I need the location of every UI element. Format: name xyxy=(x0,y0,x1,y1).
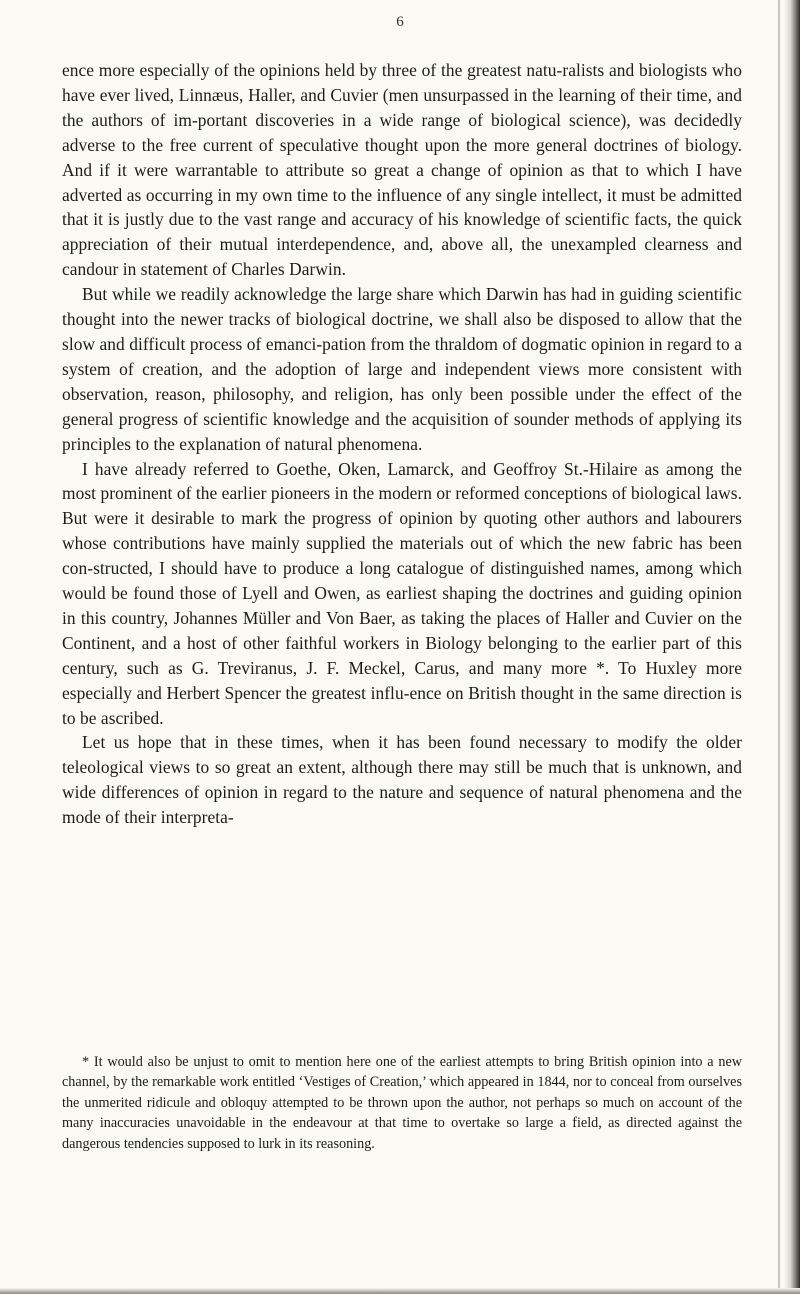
paragraph-4: Let us hope that in these times, when it has been found necessary to modify the older teleological views to so great an extent, although there may still be much that is unknown, and wide differences of opinion in regard to the nature and sequence of natural phenomena and the mode of their interpreta- xyxy=(62,732,742,828)
page-bottom-edge xyxy=(0,1288,800,1294)
body-text xyxy=(62,58,742,830)
page-edge-line xyxy=(778,0,780,1294)
paragraph-2: But while we readily acknowledge the large share which Darwin has had in guiding scientific thought into the newer tracks of biological doctrine, we shall also be disposed to allow that the slow and difficult process of emanci-pation from the thraldom of dogmatic opinion in regard to a system of creation, and the adoption of large and independent views more consistent with observation, reason, philosophy, and religion, has only been possible under the effect of the general progress of scientific knowledge and the acquisition of sounder methods of applying its principles to the explanation of natural phenomena. xyxy=(62,284,742,454)
page-number: 6 xyxy=(396,14,404,30)
footnote: * It would also be unjust to omit to mention here one of the earliest attempts to bring British opinion into a new channel, by the remarkable work entitled ‘Vestiges of Creation,’ which appeared in 1844, nor to conceal from ourselves the unmerited ridicule and obloquy attempted to be thrown upon the author, not perhaps so much on account of the many inaccuracies unavoidable in the endeavour at that time to overtake so large a field, as directed against the dangerous tendencies supposed to lurk in its reasoning. xyxy=(62,1054,742,1152)
paragraph-3: I have already referred to Goethe, Oken, Lamarck, and Geoffroy St.-Hilaire as among the most prominent of the earlier pioneers in the modern or reformed conceptions of biological laws. But were it desirable to mark the progress of opinion by quoting other authors and labourers whose contributions have mainly supplied the materials out of which the new fabric has been con-structed, I should have to produce a long catalogue of distinguished names, among which would be found those of Lyell and Owen, as earliest shaping the doctrines and guiding opinion in this country, Johannes Müller and Von Baer, as taking the places of Haller and Cuvier on the Continent, and a host of other faithful workers in Biology belonging to the earlier part of this century, such as G. Treviranus, J. F. Meckel, Carus, and many more *. To Huxley more especially and Herbert Spencer the greatest influ-ence on British thought in the same direction is to be ascribed. xyxy=(62,458,742,728)
paragraph-1: ence more especially of the opinions held by three of the greatest natu-ralists and biologists who have ever lived, Linnæus, Haller, and Cuvier (men unsurpassed in the learning of their time, and the authors of im-portant discoveries in a wide range of biological science), was decidedly adverse to the free current of speculative thought upon the more general doctrines of biology. And if it were warrantable to attribute so great a change of opinion as that to which I have adverted as occurring in my own time to the influence of any single intellect, it must be admitted that it is justly due to the vast range and accuracy of his knowledge of scientific facts, the quick appreciation of their mutual interdependence, and, above all, the unexampled clearness and candour in statement of Charles Darwin. xyxy=(62,60,742,280)
page-edge-shadow xyxy=(784,0,800,1294)
